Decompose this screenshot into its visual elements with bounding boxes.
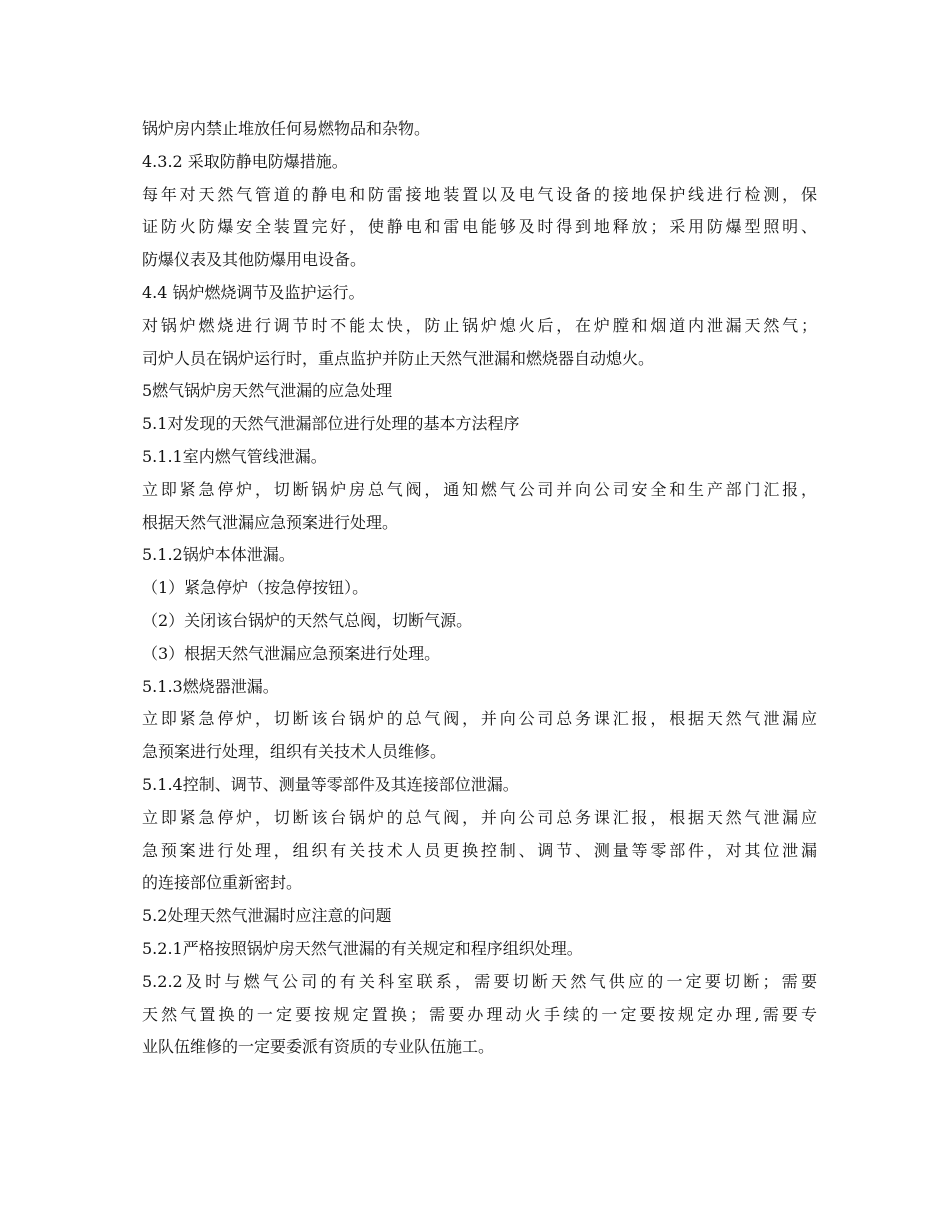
text-line: 的连接部位重新密封。 — [142, 873, 303, 893]
text-line: 天然气置换的一定要按规定置换；需要办理动火手续的一定要按规定办理,需要专 — [142, 1004, 817, 1024]
text-line: 立即紧急停炉，切断锅炉房总气阀，通知燃气公司并向公司安全和生产部门汇报， — [142, 479, 817, 499]
section-heading: 5.1.3燃烧器泄漏。 — [142, 676, 279, 696]
section-heading: 5.1.4控制、调节、测量等零部件及其连接部位泄漏。 — [142, 774, 519, 794]
text-line: 立即紧急停炉，切断该台锅炉的总气阀，并向公司总务课汇报，根据天然气泄漏应 — [142, 807, 817, 827]
list-item: （1）紧急停炉（按急停按钮）。 — [142, 578, 369, 598]
text-line: 锅炉房内禁止堆放任何易燃物品和杂物。 — [142, 119, 431, 138]
text-line: 防爆仪表及其他防爆用电设备。 — [142, 250, 367, 270]
text-line: 业队伍维修的一定要委派有资质的专业队伍施工。 — [142, 1037, 495, 1057]
section-heading: 5.2处理天然气泄漏时应注意的问题 — [142, 906, 392, 926]
text-line: 急预案进行处理，组织有关技术人员维修。 — [142, 742, 447, 762]
section-heading: 4.4 锅炉燃烧调节及监护运行。 — [142, 282, 365, 302]
list-item: （3）根据天然气泄漏应急预案进行处理。 — [142, 643, 441, 663]
section-heading: 5.2.1严格按照锅炉房天然气泄漏的有关规定和程序组织处理。 — [142, 938, 583, 958]
section-heading: 5.1.1室内燃气管线泄漏。 — [142, 446, 327, 466]
document-body — [142, 113, 817, 1064]
text-line: 司炉人员在锅炉运行时，重点监护并防止天然气泄漏和燃烧器自动熄火。 — [142, 348, 655, 368]
section-heading: 5.1对发现的天然气泄漏部位进行处理的基本方法程序 — [142, 414, 520, 434]
text-line: 立即紧急停炉，切断该台锅炉的总气阀，并向公司总务课汇报，根据天然气泄漏应 — [142, 709, 817, 729]
text-line: 5.2.2及时与燃气公司的有关科室联系，需要切断天然气供应的一定要切断；需要 — [142, 971, 817, 991]
text-line: 根据天然气泄漏应急预案进行处理。 — [142, 512, 399, 532]
text-line: 每年对天然气管道的静电和防雷接地装置以及电气设备的接地保护线进行检测，保 — [142, 184, 817, 204]
text-line: 对锅炉燃烧进行调节时不能太快，防止锅炉熄火后，在炉膛和烟道内泄漏天然气； — [142, 315, 817, 335]
list-item: （2）关闭该台锅炉的天然气总阀，切断气源。 — [142, 610, 473, 630]
section-heading: 5燃气锅炉房天然气泄漏的应急处理 — [142, 381, 393, 401]
section-heading: 5.1.2锅炉本体泄漏。 — [142, 545, 295, 565]
section-heading: 4.3.2 采取防静电防爆措施。 — [142, 151, 348, 171]
text-line: 证防火防爆安全装置完好，使静电和雷电能够及时得到地释放；采用防爆型照明、 — [142, 217, 817, 237]
text-line: 急预案进行处理，组织有关技术人员更换控制、调节、测量等零部件，对其位泄漏 — [142, 840, 817, 860]
